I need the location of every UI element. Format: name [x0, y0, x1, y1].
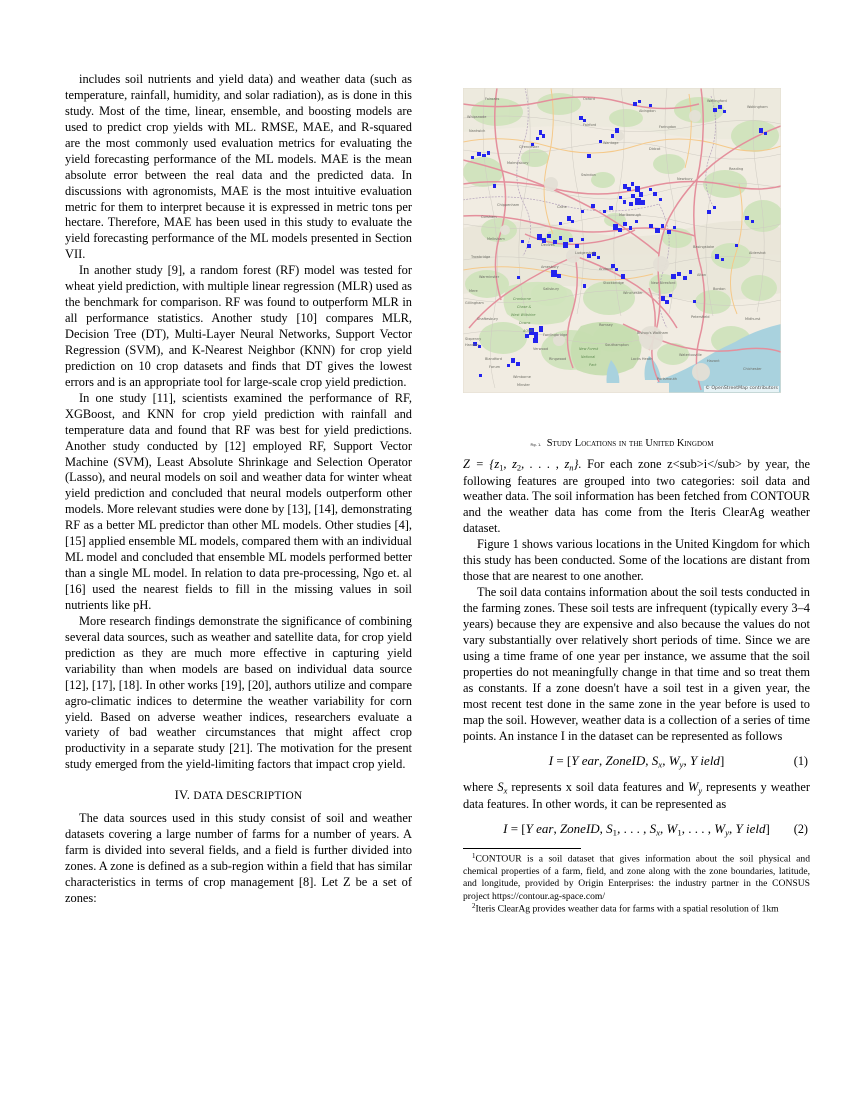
svg-text:Devizes: Devizes — [541, 243, 555, 247]
svg-text:Chase &: Chase & — [517, 305, 532, 309]
svg-text:Romsey: Romsey — [599, 323, 613, 327]
svg-text:Stockbridge: Stockbridge — [603, 281, 624, 285]
paragraph-soil-data: The soil data contains information about the soil tests conducted in the farming zones. These soil tests are infrequent (typically every 3–4 years) because they are expensive and also because the values do not vary substantially over relatively short periods of time. Since we are using a time frame of one year per instance, we assume that the soil properties do not meaningfully change in that time and so treat them as constants. If a zone doesn't have a soil test in a given year, the most recent test done in the same zone in the year before is used to map the soil. However, weather data is a collection of a series of time points. An instance I in the dataset can be represented as follows — [463, 585, 810, 743]
svg-text:Wallingford: Wallingford — [707, 99, 727, 103]
footnote-separator — [463, 848, 581, 849]
svg-text:Didcot: Didcot — [649, 147, 661, 151]
svg-text:Melksham: Melksham — [487, 237, 505, 241]
svg-text:Trowbridge: Trowbridge — [471, 255, 491, 259]
svg-text:Southampton: Southampton — [605, 343, 629, 347]
svg-text:Havant: Havant — [707, 359, 720, 363]
svg-text:Cirencester: Cirencester — [519, 145, 540, 149]
footnote-2-marker: 2 — [472, 902, 476, 910]
left-column — [65, 72, 412, 907]
svg-text:Portsmouth: Portsmouth — [657, 377, 678, 381]
figure-caption-text: Study Locations in the United Kingdom — [546, 438, 714, 449]
openstreetmap-render — [463, 88, 781, 393]
svg-text:Mere: Mere — [469, 289, 478, 293]
equation-2-number: (2) — [793, 822, 808, 837]
svg-text:Salisbury: Salisbury — [543, 287, 560, 291]
section-title: DATA DESCRIPTION — [193, 790, 303, 803]
svg-text:Winchester: Winchester — [623, 291, 643, 295]
svg-text:Locks Heath: Locks Heath — [631, 357, 653, 361]
svg-text:Calne: Calne — [557, 205, 567, 209]
figure-1 — [463, 88, 781, 450]
svg-text:Malmesbury: Malmesbury — [507, 161, 529, 165]
svg-text:Reading: Reading — [729, 167, 744, 171]
footnote-1-marker: 1 — [472, 853, 476, 861]
svg-text:Wantage: Wantage — [603, 141, 619, 145]
svg-text:Midhurst: Midhurst — [745, 317, 761, 321]
svg-text:Abingdon: Abingdon — [639, 109, 656, 113]
svg-text:Whipsnade: Whipsnade — [467, 115, 487, 119]
figure-caption-label: Fig. 1. — [530, 443, 542, 447]
svg-text:Fordingbridge: Fordingbridge — [543, 333, 568, 337]
svg-text:New Alresford: New Alresford — [651, 281, 676, 285]
osm-attribution[interactable]: © OpenStreetMap contributors — [705, 386, 778, 392]
paragraph-3: In one study [11], scientists examined the performance of RF, XGBoost, and KNN for crop yield prediction with rainfall and temperature data and found that RF was best for yield predictions. Another study conducted by [12] employed RF, Support Vector Machine (SVM), Least Absolute Shrinkage and Selection Operator (Lasso), and neural models on soil and weather data for winter wheat yield prediction and concluded that neural models outperform other models. More relevant studies were done by [13], [14], demonstrating RF as a better ML predictor than other ML models. Other studies [4], [15] applied ensemble ML models, compared them with an individual ML model and concluded that ensemble ML models performed better than a single ML model. In relation to data pre-processing, Ngo et. al [16] used the nearest fields to fill in the missing values in soil nutrients like pH. — [65, 390, 412, 612]
equation-2-body: I = [Y ear, ZoneID, S1, . . . , $S_x$, W1, . . . , $W_y$, Y ield] — [503, 821, 770, 838]
svg-text:Chichester: Chichester — [743, 367, 762, 371]
svg-text:Minster: Minster — [517, 383, 530, 387]
svg-text:Handley: Handley — [465, 343, 480, 347]
figure-text-gap — [463, 450, 810, 457]
svg-text:Ludgershall: Ludgershall — [575, 251, 596, 255]
figure-caption — [463, 437, 781, 450]
svg-text:Chippenham: Chippenham — [497, 203, 520, 207]
svg-text:Alton: Alton — [697, 273, 707, 277]
paragraph-between-equations: where $S_x$ represents x soil data features and $W_y$ represents y weather data features. In other words, it can be represented as — [463, 780, 810, 811]
svg-text:Sixpenny: Sixpenny — [465, 337, 482, 341]
svg-text:Fairoaks: Fairoaks — [485, 97, 500, 101]
svg-text:Shaftesbury: Shaftesbury — [477, 317, 499, 321]
svg-text:Fairford: Fairford — [583, 123, 597, 127]
right-column — [463, 72, 810, 916]
section-paragraph: The data sources used in this study consist of soil and weather datasets covering a large number of farms for a number of years. A farm is divided into several fields, and a field is further divided into zones. A zone is defined as a sub-region within a field that has similar characteristics in terms of crop management [8]. Let Z be a set of zones: — [65, 810, 412, 905]
svg-text:Faringdon: Faringdon — [659, 125, 677, 129]
svg-text:Verwood: Verwood — [533, 347, 549, 351]
svg-text:AONB: AONB — [523, 329, 533, 333]
footnote-2 — [463, 903, 810, 916]
svg-text:Park: Park — [589, 363, 597, 367]
svg-text:Forum: Forum — [489, 365, 501, 369]
footnotes — [463, 853, 810, 915]
svg-text:Aldershot: Aldershot — [749, 251, 766, 255]
svg-text:Wimborne: Wimborne — [513, 375, 531, 379]
svg-text:Cranborne: Cranborne — [513, 297, 531, 301]
paragraph-zones — [463, 457, 810, 537]
paragraph-1: includes soil nutrients and yield data) and weather data (such as temperature, rainfall, humidity, and solar radiation), as is done in this study. Most of the time, linear, ensemble, and boosting models are used to predict crop yields with ML. RMSE, MAE, and R-squared are the most commonly used evaluation metrics for evaluating the yield forecasting performance of the ML models. MAE is the mean absolute error between the real data and the predicted data. In discussions with agronomists, MAE is the most intuitive evaluation metric for them to interpret because it is expressed in metric tons per hectare. Therefore, MAE has been used in this study to evaluate the yield forecasting performance of the ML models presented in Section VII. — [65, 72, 412, 262]
svg-text:Swindon: Swindon — [581, 173, 596, 177]
svg-text:Ringwood: Ringwood — [549, 357, 567, 361]
paragraph-figure-ref: Figure 1 shows various locations in the United Kingdom for which this study has been conducted. Some of the locations are distant from those that are nearest to one another. — [463, 537, 810, 584]
svg-text:Blandford: Blandford — [485, 357, 502, 361]
svg-text:Nantwich: Nantwich — [469, 129, 486, 133]
paragraph-2: In another study [9], a random forest (RF) model was tested for wheat yield prediction, with multiple linear regression (MLR) used as the benchmark for comparison. RF was found to outperform MLR in all performance statistics. Another study [10] compares MLR, Decision Tree (DT), Multi-Layer Neural Networks, Support Vector Regression (SVM), and K-Nearest Neighbor (KNN) for crop yield prediction on 10 crop datasets and finds that DT gives the lowest errors and is an appropriate tool for large-scale crop yield prediction. — [65, 263, 412, 389]
svg-text:Corsham: Corsham — [481, 215, 497, 219]
svg-text:Downs: Downs — [519, 321, 531, 325]
svg-text:New Forest: New Forest — [579, 347, 599, 351]
svg-text:Newbury: Newbury — [677, 177, 693, 181]
svg-text:Oxford: Oxford — [583, 97, 595, 101]
svg-text:West Wiltshire: West Wiltshire — [511, 313, 536, 317]
equation-1-number: (1) — [793, 754, 808, 769]
footnote-2-text: Iteris ClearAg provides weather data for farms with a spatial resolution of 1km — [475, 903, 779, 915]
paragraph-zones-text: For each zone z<sub>i</sub> by year, the following features are grouped into two categories: soil data and weather data. The soil information has been fetched from CONTOUR and the weather data has come from the Iteris ClearAg weather dataset. — [463, 457, 811, 536]
svg-text:Amesbury: Amesbury — [541, 265, 559, 269]
equation-1 — [463, 753, 810, 771]
svg-text:Bordon: Bordon — [713, 287, 726, 291]
equation-2 — [463, 821, 810, 839]
svg-text:Petersfield: Petersfield — [691, 315, 710, 319]
paragraph-4: More research findings demonstrate the significance of combining several data sources, such as weather and satellite data, for crop yield prediction as they are much more effective in capturing yield variability than when models are based on individual data source [12], [17], [18]. In other works [19], [20], authors utilize and compare agro-climatic indices to determine the weather variability for corn yield. Based on adverse weather indices, researchers evaluate a variety of bad weather circumstances that might affect crop productivity in a separate study [21]. The motivation for the present study emerged from the yield-limiting factors that impact crop yield. — [65, 613, 412, 772]
svg-text:Gillingham: Gillingham — [465, 301, 484, 305]
section-number: IV. — [174, 788, 191, 803]
svg-text:Waterlooville: Waterlooville — [679, 353, 702, 357]
footnote-1-text: CONTOUR is a soil dataset that gives information about the soil physical and chemical properties of a farm, field, and zone along with the zone boundaries, latitude, and longitude, provided by Origin Enterprises: the industry partner in the CONSUS project https://contour.ag-space.com/ — [463, 853, 810, 902]
svg-text:Warminster: Warminster — [479, 275, 500, 279]
svg-text:Bishop's Waltham: Bishop's Waltham — [637, 331, 669, 335]
svg-text:Basingstoke: Basingstoke — [693, 245, 715, 249]
svg-text:Wokingham: Wokingham — [747, 105, 768, 109]
equation-1-body: I = [Y ear, ZoneID, $S_x$, $W_y$, Y ield] — [548, 753, 725, 770]
svg-text:National: National — [581, 355, 596, 359]
section-heading — [65, 787, 412, 804]
svg-text:Andover: Andover — [599, 267, 614, 271]
study-locations-map[interactable] — [463, 88, 781, 393]
svg-text:Marlborough: Marlborough — [619, 213, 642, 217]
zone-set-math: Z = {z1, z2, . . . , $z_n$}. — [463, 457, 582, 473]
footnote-1 — [463, 853, 810, 903]
